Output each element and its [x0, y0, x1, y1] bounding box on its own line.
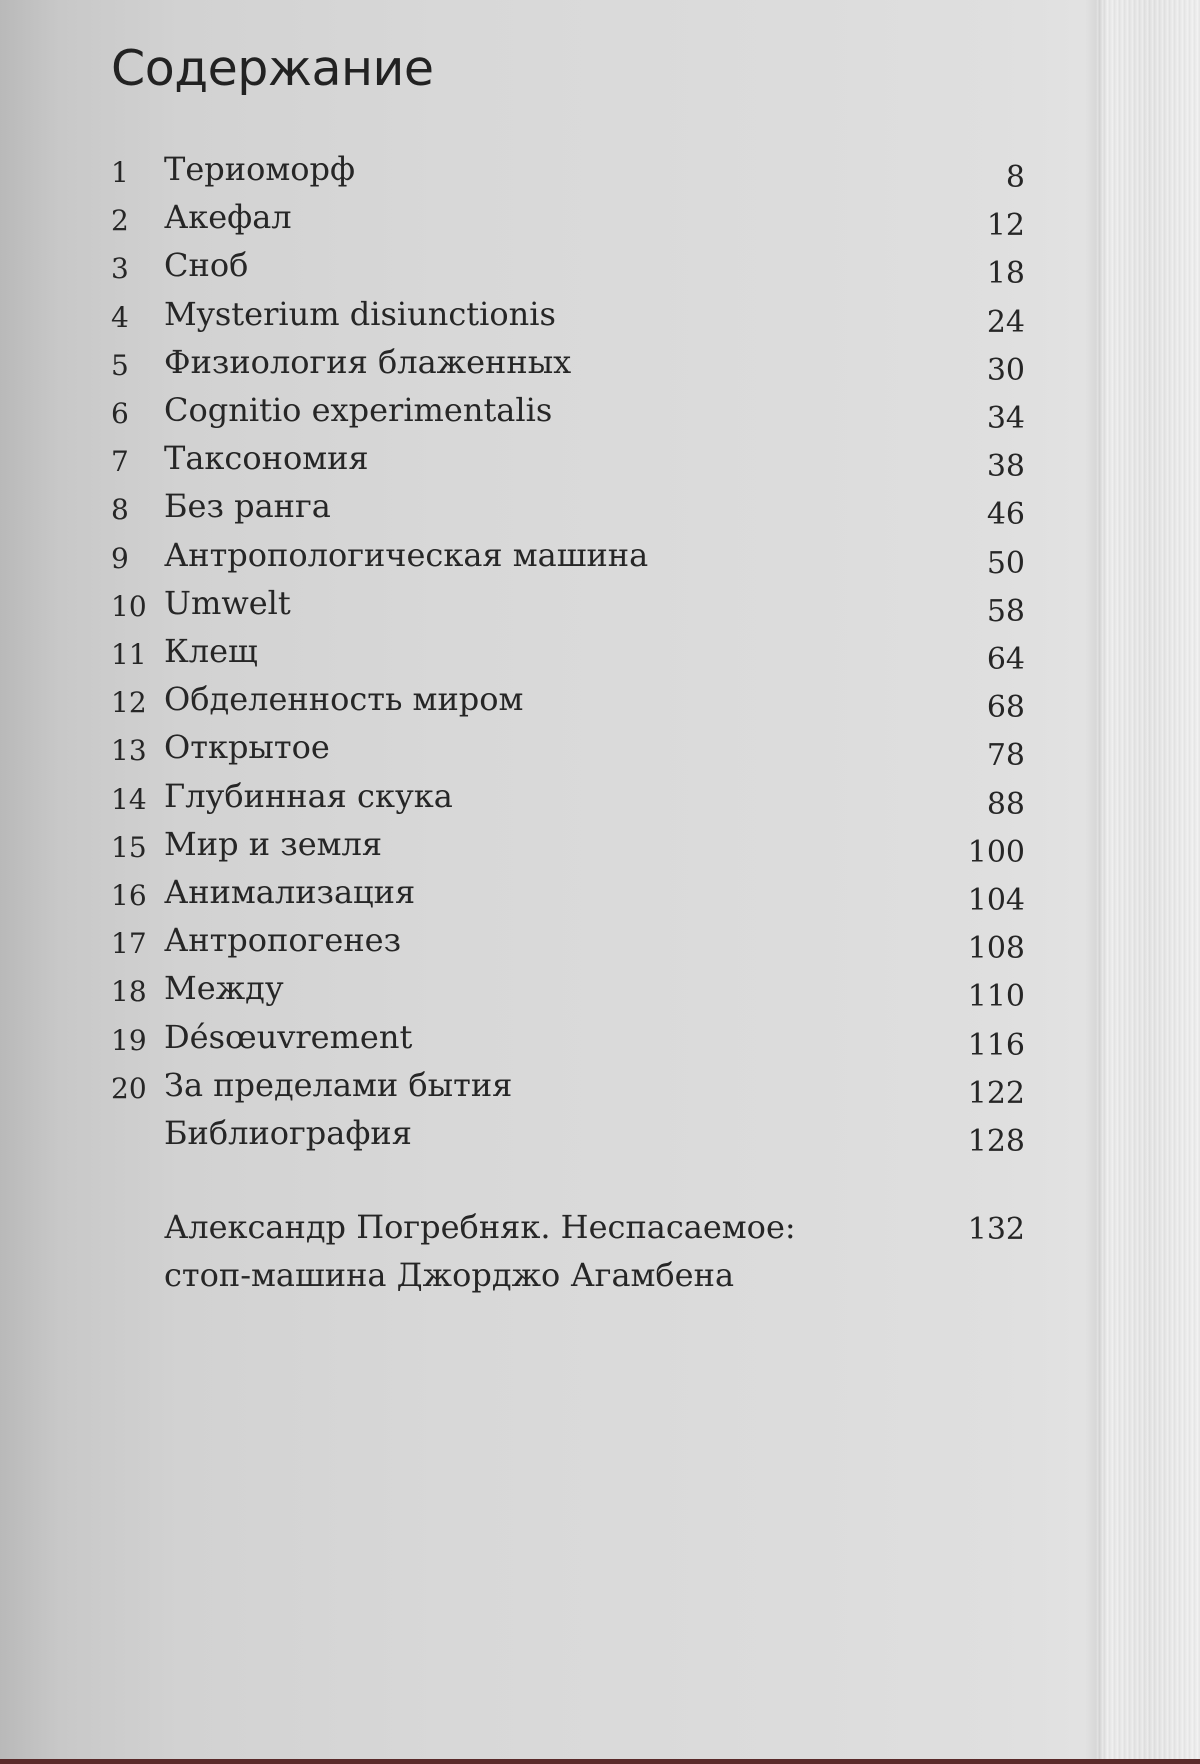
toc-page-number: 46	[986, 497, 1025, 532]
toc-page-number: 30	[986, 353, 1025, 388]
toc-chapter-number: 11	[111, 638, 147, 671]
toc-row	[0, 246, 1200, 294]
toc-chapter-number: 12	[111, 686, 147, 719]
toc-chapter-number: 18	[111, 975, 147, 1008]
toc-page-number: 8	[1005, 160, 1025, 195]
toc-chapter-number: 8	[111, 493, 129, 526]
toc-page-number: 88	[986, 787, 1025, 822]
toc-page-number: 50	[986, 546, 1025, 581]
afterword-title-line-1: Александр Погребняк. Неспасаемое:	[164, 1208, 796, 1246]
toc-row	[0, 873, 1200, 921]
toc-chapter-title: Анимализация	[164, 873, 416, 911]
toc-page-number: 104	[967, 883, 1025, 918]
toc-row	[0, 969, 1200, 1017]
toc-chapter-title: Библиография	[164, 1114, 412, 1152]
toc-chapter-title: Акефал	[164, 198, 292, 236]
toc-page-number: 108	[967, 931, 1025, 966]
toc-row	[0, 632, 1200, 680]
toc-chapter-title: Териоморф	[164, 150, 356, 188]
toc-chapter-number: 1	[111, 156, 129, 189]
toc-page-number: 34	[986, 401, 1025, 436]
toc-page-number: 64	[986, 642, 1025, 677]
toc-chapter-number: 16	[111, 879, 147, 912]
toc-row	[0, 1066, 1200, 1114]
toc-chapter-title: За пределами бытия	[164, 1066, 513, 1104]
toc-chapter-title: Открытое	[164, 728, 330, 766]
toc-row	[0, 584, 1200, 632]
toc-chapter-number: 4	[111, 301, 129, 334]
toc-chapter-title: Физиология блаженных	[164, 343, 572, 381]
toc-page-number: 24	[986, 305, 1025, 340]
toc-page-number: 122	[967, 1076, 1025, 1111]
toc-chapter-title: Cognitio experimentalis	[164, 391, 553, 429]
toc-row	[0, 921, 1200, 969]
toc-row	[0, 1114, 1200, 1162]
toc-row	[0, 343, 1200, 391]
toc-chapter-title: Mysterium disiunctionis	[164, 295, 556, 333]
toc-chapter-number: 3	[111, 252, 129, 285]
toc-chapter-number: 7	[111, 445, 129, 478]
toc-chapter-number: 9	[111, 542, 129, 575]
toc-row	[0, 1018, 1200, 1066]
toc-row	[0, 487, 1200, 535]
toc-row	[0, 391, 1200, 439]
toc-chapter-number: 14	[111, 783, 147, 816]
afterword-title-line-2: стоп-машина Джорджо Агамбена	[164, 1256, 735, 1294]
toc-chapter-number: 2	[111, 204, 129, 237]
toc-row	[0, 728, 1200, 776]
toc-chapter-number: 17	[111, 927, 147, 960]
toc-chapter-number: 5	[111, 349, 129, 382]
toc-chapter-title: Клещ	[164, 632, 258, 670]
toc-page-number: 78	[986, 738, 1025, 773]
toc-chapter-title: Антропологическая машина	[164, 536, 649, 574]
page-title: Содержание	[111, 40, 434, 97]
toc-page-number: 68	[986, 690, 1025, 725]
toc-chapter-number: 13	[111, 734, 147, 767]
toc-row	[0, 150, 1200, 198]
toc-row	[0, 536, 1200, 584]
toc-page-number: 128	[967, 1124, 1025, 1159]
toc-page-number: 110	[967, 979, 1025, 1014]
toc-row	[0, 439, 1200, 487]
toc-chapter-number: 6	[111, 397, 129, 430]
toc-chapter-title: Глубинная скука	[164, 777, 453, 815]
toc-chapter-number: 10	[111, 590, 147, 623]
toc-chapter-title: Без ранга	[164, 487, 331, 525]
toc-chapter-title: Антропогенез	[164, 921, 402, 959]
toc-page-number: 18	[986, 256, 1025, 291]
toc-chapter-title: Umwelt	[164, 584, 291, 622]
toc-row	[0, 680, 1200, 728]
toc-chapter-title: Сноб	[164, 246, 249, 284]
toc-page-number: 58	[986, 594, 1025, 629]
toc-page-number: 38	[986, 449, 1025, 484]
toc-chapter-title: Désœuvrement	[164, 1018, 413, 1056]
toc-chapter-number: 20	[111, 1072, 147, 1105]
toc-page-number: 100	[967, 835, 1025, 870]
toc-chapter-title: Мир и земля	[164, 825, 383, 863]
afterword-page-number: 132	[967, 1212, 1025, 1247]
toc-row	[0, 295, 1200, 343]
toc-row	[0, 198, 1200, 246]
toc-row	[0, 825, 1200, 873]
bottom-edge	[0, 1759, 1200, 1764]
toc-chapter-number: 19	[111, 1024, 147, 1057]
toc-row	[0, 777, 1200, 825]
toc-chapter-title: Обделенность миром	[164, 680, 524, 718]
toc-page-number: 12	[986, 208, 1025, 243]
toc-chapter-title: Таксономия	[164, 439, 369, 477]
toc-chapter-title: Между	[164, 969, 284, 1007]
toc-page-number: 116	[967, 1028, 1025, 1063]
toc-chapter-number: 15	[111, 831, 147, 864]
